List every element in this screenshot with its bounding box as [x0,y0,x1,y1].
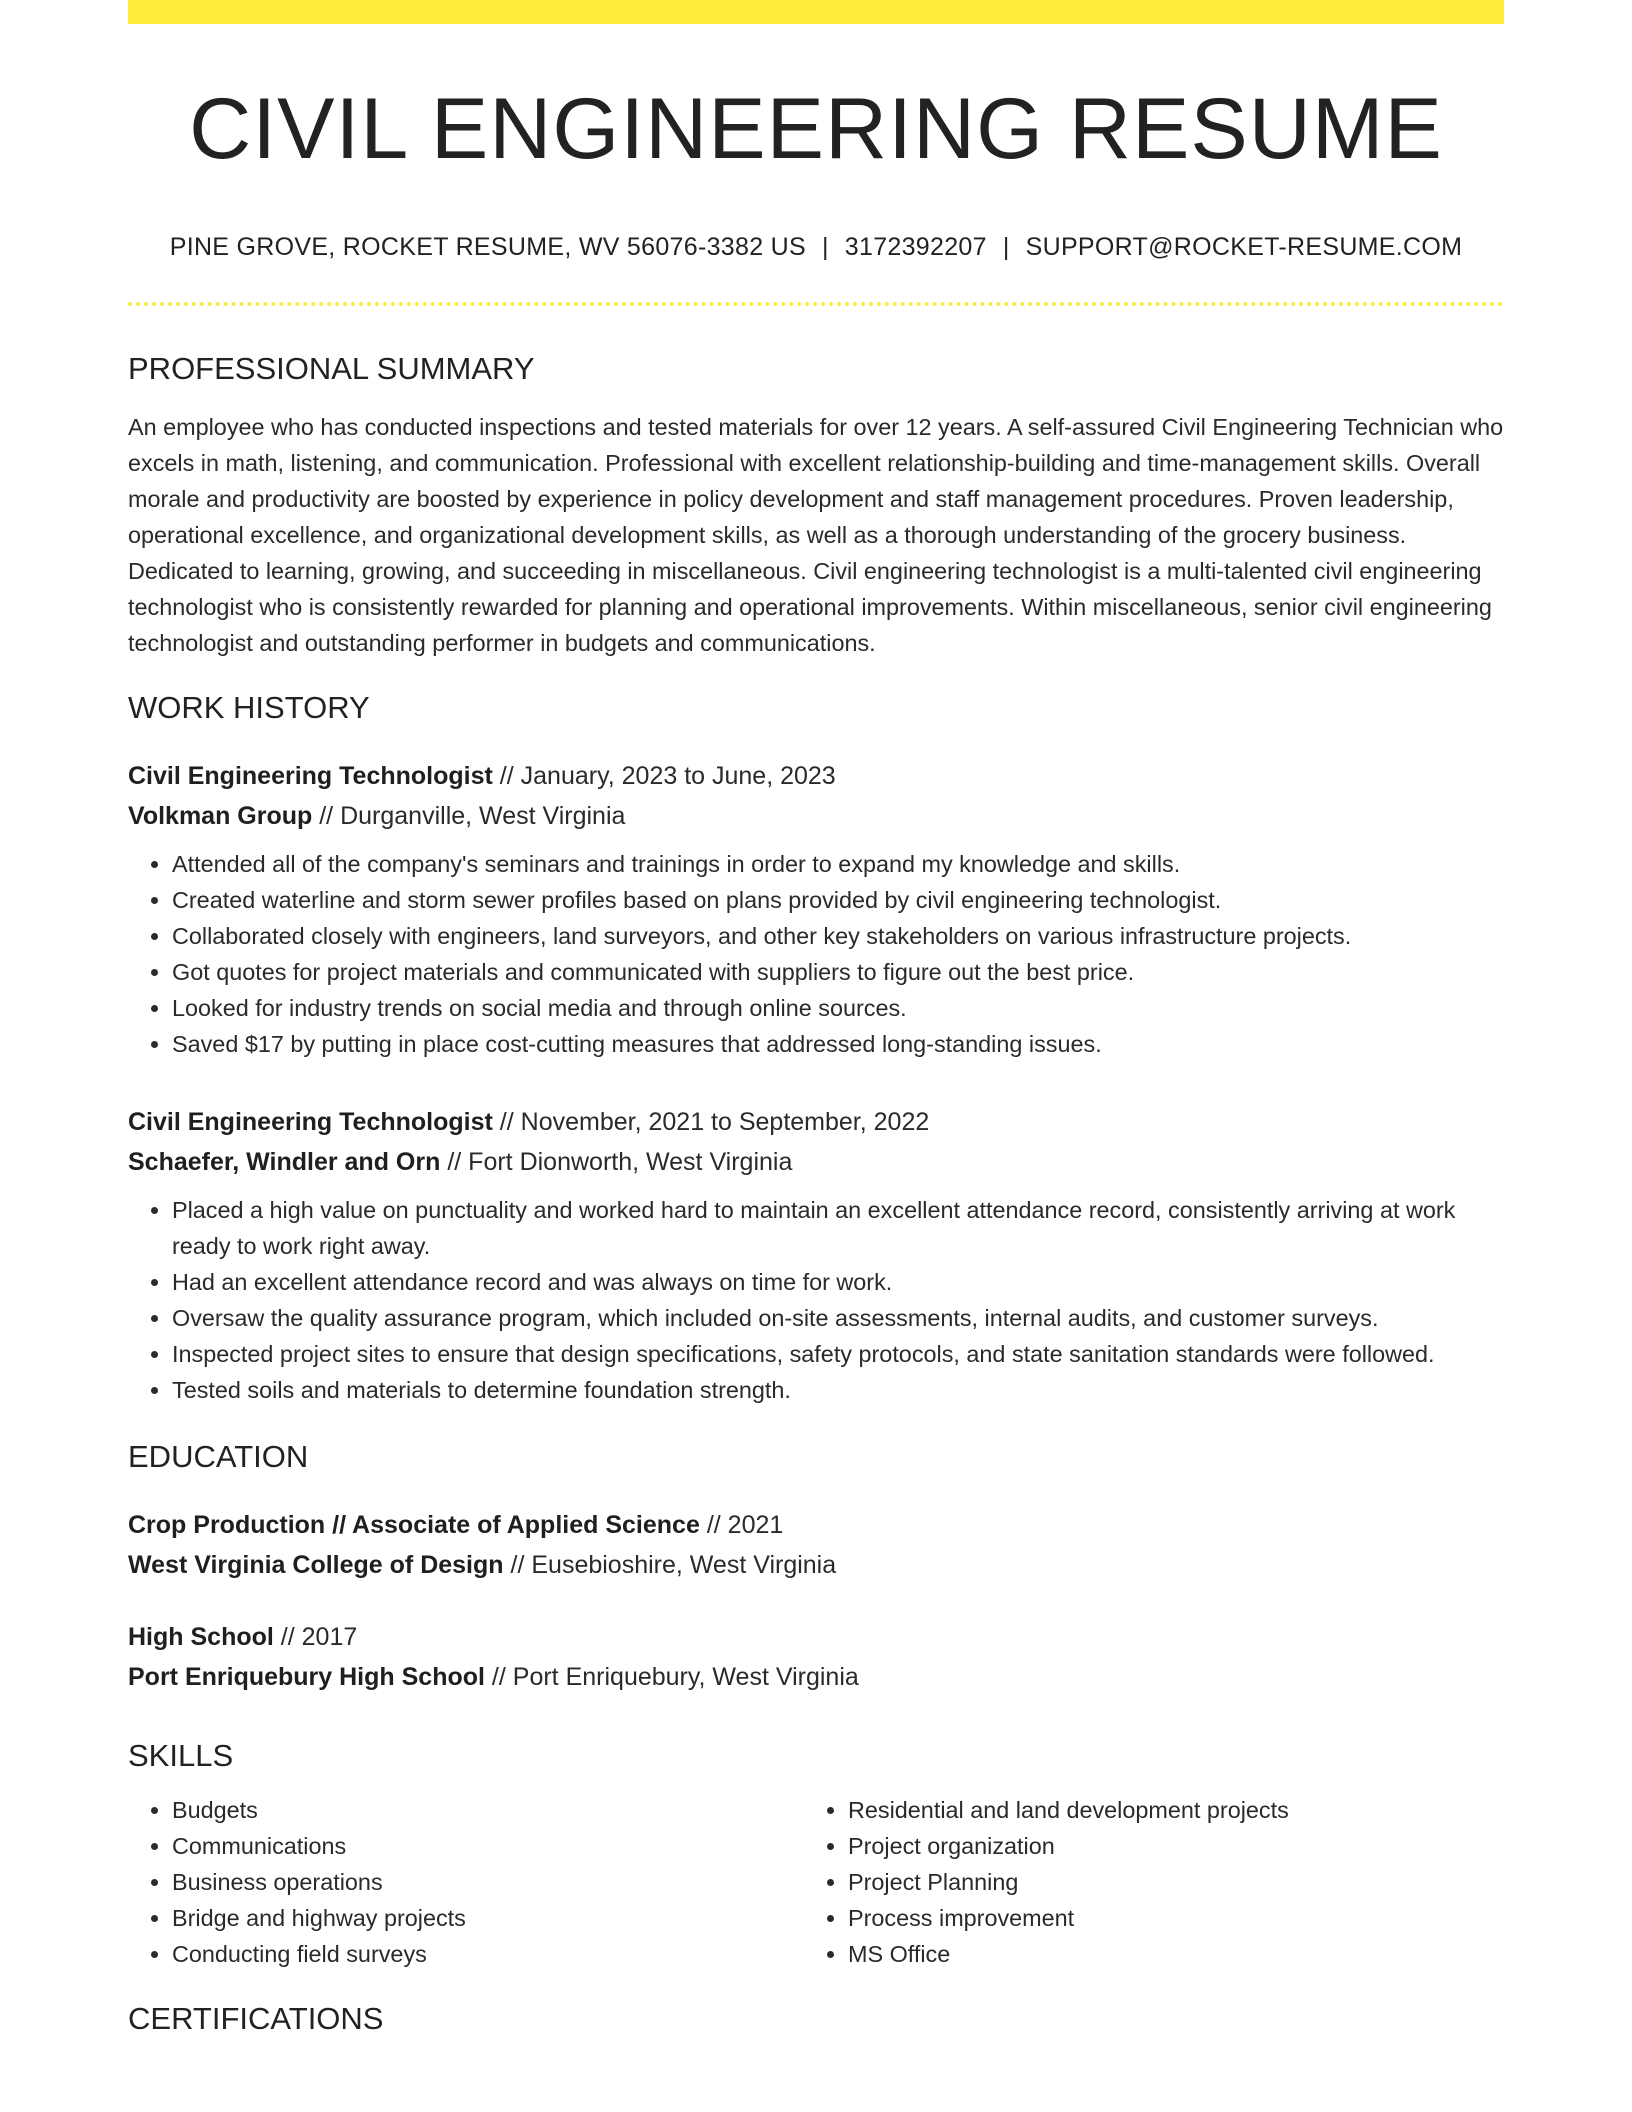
list-item: • Conducting field surveys [172,1936,804,1972]
contact-phone: 3172392207 [844,232,987,261]
divider: // [499,1107,514,1136]
resume-title: CIVIL ENGINEERING RESUME [189,81,1443,177]
education-entry [128,1505,1504,1585]
list-item: • Saved $17 by putting in place cost-cutting measures that addressed long-standing issues. [172,1026,1504,1062]
education-school: Port Enriquebury High School [128,1663,485,1692]
education-school: West Virginia College of Design [128,1551,504,1580]
education-school-line [128,1657,1504,1697]
job-company-line [128,796,1504,836]
list-item: • Attended all of the company's seminars and trainings in order to expand my knowledge and skills. [172,846,1504,882]
list-item: • Business operations [172,1864,804,1900]
education-location: Port Enriquebury, West Virginia [512,1663,859,1692]
list-item: • MS Office [848,1936,1480,1972]
job-role: Civil Engineering Technologist [128,761,493,790]
list-item: • Residential and land development projects [848,1792,1480,1828]
job-role-line [128,756,1504,796]
divider: // [499,761,514,790]
list-item: • Project organization [848,1828,1480,1864]
list-item: • Bridge and highway projects [172,1900,804,1936]
skills-list [128,1792,804,1972]
list-item: • Placed a high value on punctuality and worked hard to maintain an excellent attendance record, consistently arriving at work ready to work right away. [172,1192,1504,1264]
list-item: • Budgets [172,1792,804,1828]
job-location: Fort Dionworth, West Virginia [468,1147,793,1176]
education-degree: High School [128,1623,274,1652]
job-company: Schaefer, Windler and Orn [128,1147,441,1176]
skills-columns [128,1792,1504,1972]
education-year: 2017 [301,1623,358,1652]
job-company-line [128,1142,1504,1182]
skills-column-left [128,1792,804,1972]
contact-line [128,233,1504,262]
education-year: 2021 [727,1511,784,1540]
divider: // [447,1147,462,1176]
skills-column-right [804,1792,1480,1972]
section-title-summary: PROFESSIONAL SUMMARY [128,350,535,386]
resume-page [128,0,1504,2038]
education-degree-line [128,1505,1504,1545]
list-item: • Got quotes for project materials and communicated with suppliers to figure out the best price. [172,954,1504,990]
education-location: Eusebioshire, West Virginia [531,1551,837,1580]
section-title-certifications: CERTIFICATIONS [128,2001,384,2037]
contact-email[interactable]: SUPPORT@ROCKET-RESUME.COM [1025,232,1463,261]
divider: // [319,801,334,830]
job-dates: January, 2023 to June, 2023 [520,761,836,790]
job-role-line [128,1102,1504,1142]
education-degree: Crop Production // Associate of Applied Science [128,1511,700,1540]
education-school-line [128,1545,1504,1585]
job-bullets [128,1192,1504,1408]
divider: // [280,1623,295,1652]
list-item: • Communications [172,1828,804,1864]
education-degree-line [128,1617,1504,1657]
list-item: • Inspected project sites to ensure that design specifications, safety protocols, and state sanitation standards were followed. [172,1336,1504,1372]
skills-list [804,1792,1480,1972]
list-item: • Process improvement [848,1900,1480,1936]
job-location: Durganville, West Virginia [340,801,626,830]
contact-separator: | [821,232,829,261]
divider: // [491,1663,506,1692]
list-item: • Project Planning [848,1864,1480,1900]
contact-address: PINE GROVE, ROCKET RESUME, WV 56076-3382 US [169,232,806,261]
section-title-skills: SKILLS [128,1738,234,1774]
list-item: • Created waterline and storm sewer profiles based on plans provided by civil engineering technologist. [172,882,1504,918]
job-entry [128,1102,1504,1408]
list-item: • Had an excellent attendance record and was always on time for work. [172,1264,1504,1300]
dotted-divider [128,302,1504,306]
job-entry [128,756,1504,1062]
list-item: • Tested soils and materials to determine foundation strength. [172,1372,1504,1408]
job-company: Volkman Group [128,801,313,830]
accent-bar [128,0,1504,24]
job-dates: November, 2021 to September, 2022 [520,1107,930,1136]
section-title-work-history: WORK HISTORY [128,689,370,725]
list-item: • Oversaw the quality assurance program, which included on-site assessments, internal audits, and customer surveys. [172,1300,1504,1336]
divider: // [706,1511,721,1540]
list-item: • Looked for industry trends on social media and through online sources. [172,990,1504,1026]
divider: // [510,1551,525,1580]
job-role: Civil Engineering Technologist [128,1107,493,1136]
list-item: • Collaborated closely with engineers, land surveyors, and other key stakeholders on various infrastructure projects. [172,918,1504,954]
summary-text: An employee who has conducted inspections and tested materials for over 12 years. A self-assured Civil Engineering Technician who excels in math, listening, and communication. Professional with excellent relationship-building and time-management skills. Overall morale and productivity are boosted by experience in policy development and staff management procedures. Proven leadership, operational excellence, and organizational development skills, as well as a thorough understanding of the grocery business. Dedicated to learning, growing, and succeeding in miscellaneous. Civil engineering technologist is a multi-talented civil engineering technologist who is consistently rewarded for planning and operational improvements. Within miscellaneous, senior civil engineering technologist and outstanding performer in budgets and communications. [128,413,1504,656]
job-bullets [128,846,1504,1062]
section-title-education: EDUCATION [128,1438,309,1474]
contact-separator: | [1002,232,1010,261]
education-entry [128,1617,1504,1697]
